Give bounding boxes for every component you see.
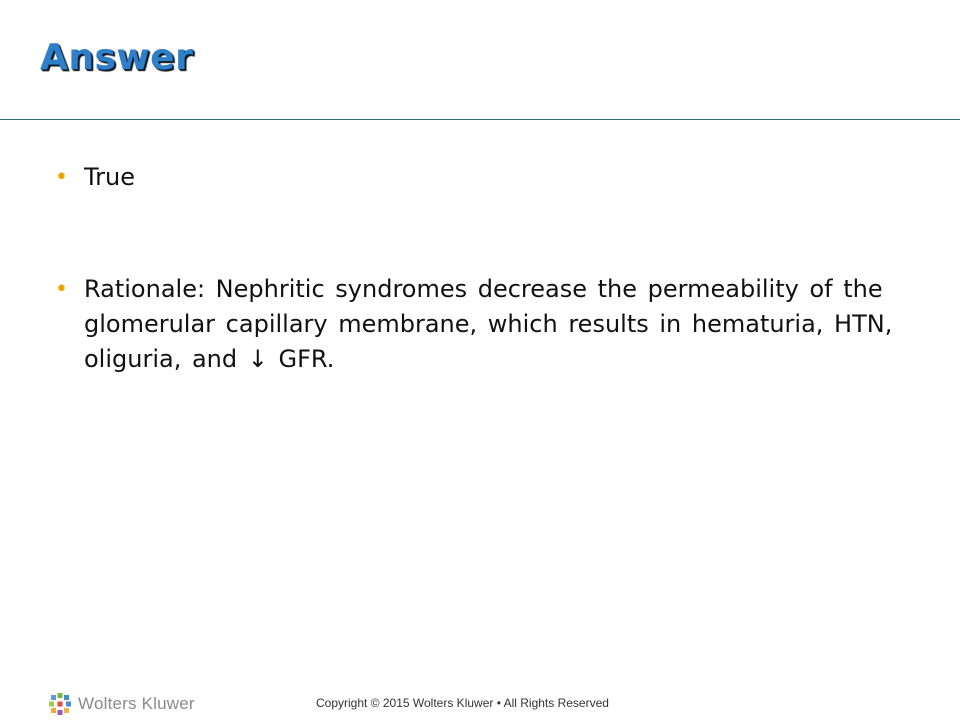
title-divider [0,119,960,120]
bullet-item-answer [55,160,915,195]
bullet-item-rationale [55,272,915,377]
wolters-kluwer-logo [48,690,195,718]
copyright-notice: Copyright © 2015 Wolters Kluwer • All Rights Reserved [316,696,609,710]
bullet-text: Rationale: Nephritic syndromes decrease the permeability of the glomerular capillary membrane, which results in hematuria, HTN, oliguria, and ↓ GFR. [84,275,893,373]
bullet-list [55,160,915,377]
logo-text: Wolters Kluwer [78,694,195,713]
slide-title: Answer [40,37,194,78]
wolters-kluwer-logo-icon [48,692,72,716]
bullet-dot-icon: • [55,165,68,190]
bullet-text: True [84,163,135,191]
bullet-dot-icon: • [55,277,68,302]
